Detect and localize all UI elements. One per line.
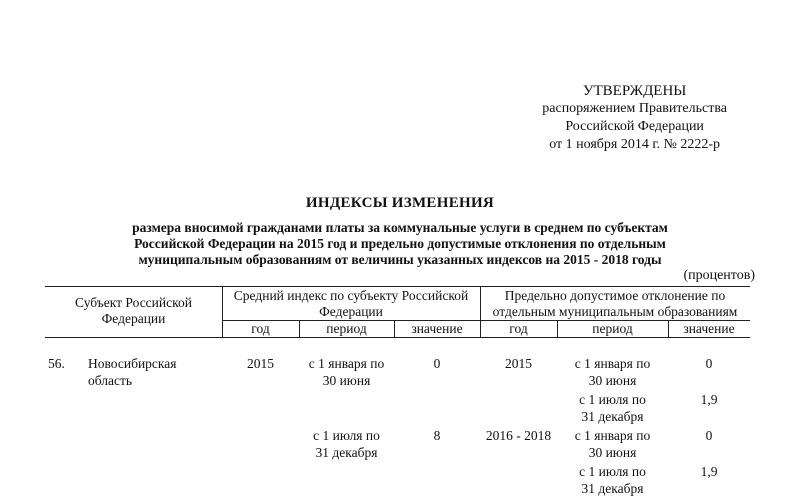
period-line: с 1 июля по (579, 464, 646, 479)
row-subject (88, 355, 218, 389)
header-deviation: Предельно допустимое отклонение по отдельным муниципальным образованиям (492, 288, 738, 319)
document-title: ИНДЕКСЫ ИЗМЕНЕНИЯ (305, 195, 495, 211)
period-line: 30 июня (588, 445, 637, 460)
approval-heading: УТВЕРЖДЕНЫ (582, 83, 687, 99)
document-subtitle (100, 220, 700, 268)
header-value: значение (411, 321, 463, 336)
header-year: год (251, 321, 270, 336)
avg-value: 0 (433, 356, 441, 371)
period-line: 31 декабря (581, 409, 644, 424)
header-period: период (592, 321, 633, 336)
avg-value: 8 (433, 428, 441, 443)
dev-period (557, 427, 668, 461)
subject-line: область (88, 373, 133, 388)
approval-line: Российской Федерации (565, 119, 704, 134)
header-year: год (509, 321, 528, 336)
header-bottom-border (45, 337, 750, 338)
row-number: 56. (48, 356, 65, 371)
dev-value: 0 (705, 356, 713, 371)
period-line: с 1 января по (308, 356, 385, 371)
period-line: с 1 января по (574, 356, 651, 371)
avg-period (299, 355, 394, 389)
dev-value: 1,9 (700, 464, 718, 479)
header-average-index: Средний индекс по субъекту Российской Федерации (233, 288, 469, 319)
subtitle-line: муниципальным образованиям от величины указанных индексов на 2015 - 2018 годы (138, 252, 662, 267)
dev-period (557, 391, 668, 425)
approval-line: распоряжением Правительства (542, 101, 727, 116)
header-subject: Субъект Российской Федерации (75, 295, 192, 326)
avg-period (299, 427, 394, 461)
subject-line: Новосибирская (88, 356, 177, 371)
subtitle-line: размера вносимой гражданами платы за коммунальные услуги в среднем по субъектам (132, 220, 668, 235)
header-value: значение (683, 321, 735, 336)
dev-value: 1,9 (700, 392, 718, 407)
dev-value: 0 (705, 428, 713, 443)
approval-date: от 1 ноября 2014 г. № 2222-р (549, 137, 721, 152)
period-line: 31 декабря (315, 445, 378, 460)
dev-period (557, 463, 668, 497)
period-line: с 1 июля по (579, 392, 646, 407)
subtitle-line: Российской Федерации на 2015 год и предельно допустимые отклонения по отдельным (134, 236, 666, 251)
approval-block (542, 82, 727, 154)
avg-year: 2015 (247, 356, 274, 371)
period-line: с 1 июля по (313, 428, 380, 443)
period-line: 31 декабря (581, 481, 644, 496)
table-top-border (45, 286, 750, 287)
dev-period (557, 355, 668, 389)
period-line: 30 июня (588, 373, 637, 388)
units-label: (процентов) (683, 268, 755, 283)
dev-year: 2016 - 2018 (485, 428, 552, 443)
dev-year: 2015 (505, 356, 532, 371)
header-period: период (326, 321, 367, 336)
period-line: 30 июня (322, 373, 371, 388)
period-line: с 1 января по (574, 428, 651, 443)
